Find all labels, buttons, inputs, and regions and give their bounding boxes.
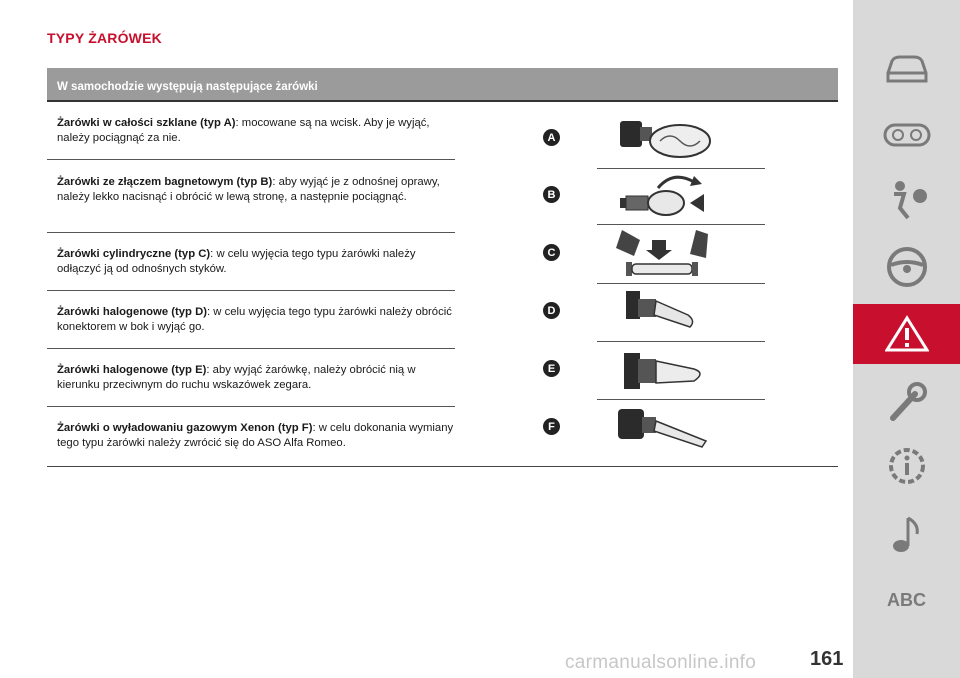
row-type-e: [57, 363, 457, 393]
row-type-a-text: : mocowane są na wcisk. Aby je wyjąć, należy pociągnąć za nie.: [57, 117, 430, 144]
row-type-d: [57, 305, 457, 335]
row-type-f: [57, 421, 457, 451]
airbag-seat-icon: [882, 178, 932, 222]
car-icon: [882, 51, 932, 85]
gear-info-icon: [885, 444, 929, 488]
row-type-d-title: Żarówki halogenowe (typ D): [57, 306, 208, 318]
chapter-car-item[interactable]: [853, 38, 960, 98]
chapter-dashboard-item[interactable]: [853, 104, 960, 164]
bulb-type-e-illustration: [610, 343, 720, 397]
header-divider: [47, 100, 838, 102]
steering-wheel-icon: [885, 245, 929, 289]
row-type-d-text: : w celu wyjęcia tego typu żarówki należy obrócić konektorem w bok i wyjąć go.: [57, 306, 452, 333]
image-divider: [597, 224, 765, 225]
row-type-c-text: : w celu wyjęcia tego typu żarówki należy odłączyć ją od odnośnych styków.: [57, 248, 416, 275]
watermark: carmanualsonline.info: [565, 652, 757, 673]
chapter-index-item[interactable]: [853, 570, 960, 630]
bulb-type-f-illustration: [610, 401, 720, 457]
warning-triangle-icon: [885, 314, 929, 354]
chapter-emergency-item[interactable]: [853, 304, 960, 364]
table-bottom-divider: [47, 466, 838, 467]
chapter-safety-item[interactable]: [853, 170, 960, 230]
row-type-f-title: Żarówki o wyładowaniu gazowym Xenon (typ F): [57, 422, 313, 434]
chapter-maintenance-item[interactable]: [853, 372, 960, 432]
row-divider: [47, 232, 455, 233]
row-divider: [47, 406, 455, 407]
row-type-c-title: Żarówki cylindryczne (typ C): [57, 248, 211, 260]
chapter-driving-item[interactable]: [853, 237, 960, 297]
row-divider: [47, 290, 455, 291]
dashboard-icon: [882, 117, 932, 151]
chapter-multimedia-item[interactable]: [853, 504, 960, 564]
page-title: TYPY ŻARÓWEK: [47, 30, 162, 46]
chapter-technical-item[interactable]: [853, 436, 960, 496]
badge-c: C: [543, 244, 560, 261]
table-header: W samochodzie występują następujące żarówki: [47, 68, 838, 100]
badge-b: B: [543, 186, 560, 203]
row-divider: [47, 159, 455, 160]
bulb-type-b-illustration: [610, 170, 720, 222]
wrench-icon: [885, 380, 929, 424]
page-number: 161: [810, 648, 844, 670]
bulb-type-a-illustration: [610, 113, 720, 163]
image-divider: [597, 399, 765, 400]
row-type-a: [57, 116, 457, 146]
row-type-b: [57, 175, 457, 205]
image-divider: [597, 341, 765, 342]
bulb-type-c-illustration: [610, 226, 720, 282]
image-divider: [597, 168, 765, 169]
row-type-e-title: Żarówki halogenowe (typ E): [57, 364, 207, 376]
badge-d: D: [543, 302, 560, 319]
row-divider: [47, 348, 455, 349]
row-type-b-title: Żarówki ze złączem bagnetowym (typ B): [57, 176, 273, 188]
row-type-a-title: Żarówki w całości szklane (typ A): [57, 117, 236, 129]
badge-e: E: [543, 360, 560, 377]
row-type-e-text: : aby wyjąć żarówkę, należy obrócić nią w kierunku przeciwnym do ruchu wskazówek zegara.: [57, 364, 416, 391]
row-type-c: [57, 247, 457, 277]
badge-f: F: [543, 418, 560, 435]
abc-index-label: ABC: [887, 589, 926, 610]
chapter-sidebar: [853, 0, 960, 678]
image-divider: [597, 283, 765, 284]
badge-a: A: [543, 129, 560, 146]
music-note-icon: [887, 512, 927, 556]
bulb-type-d-illustration: [610, 285, 720, 339]
row-type-f-text: : w celu dokonania wymiany tego typu żarówki należy zwrócić się do ASO Alfa Romeo.: [57, 422, 454, 449]
row-type-b-text: : aby wyjąć je z odnośnej oprawy, należy lekko nacisnąć i obrócić w lewą stronę, a następnie pociągnąć.: [57, 176, 440, 203]
